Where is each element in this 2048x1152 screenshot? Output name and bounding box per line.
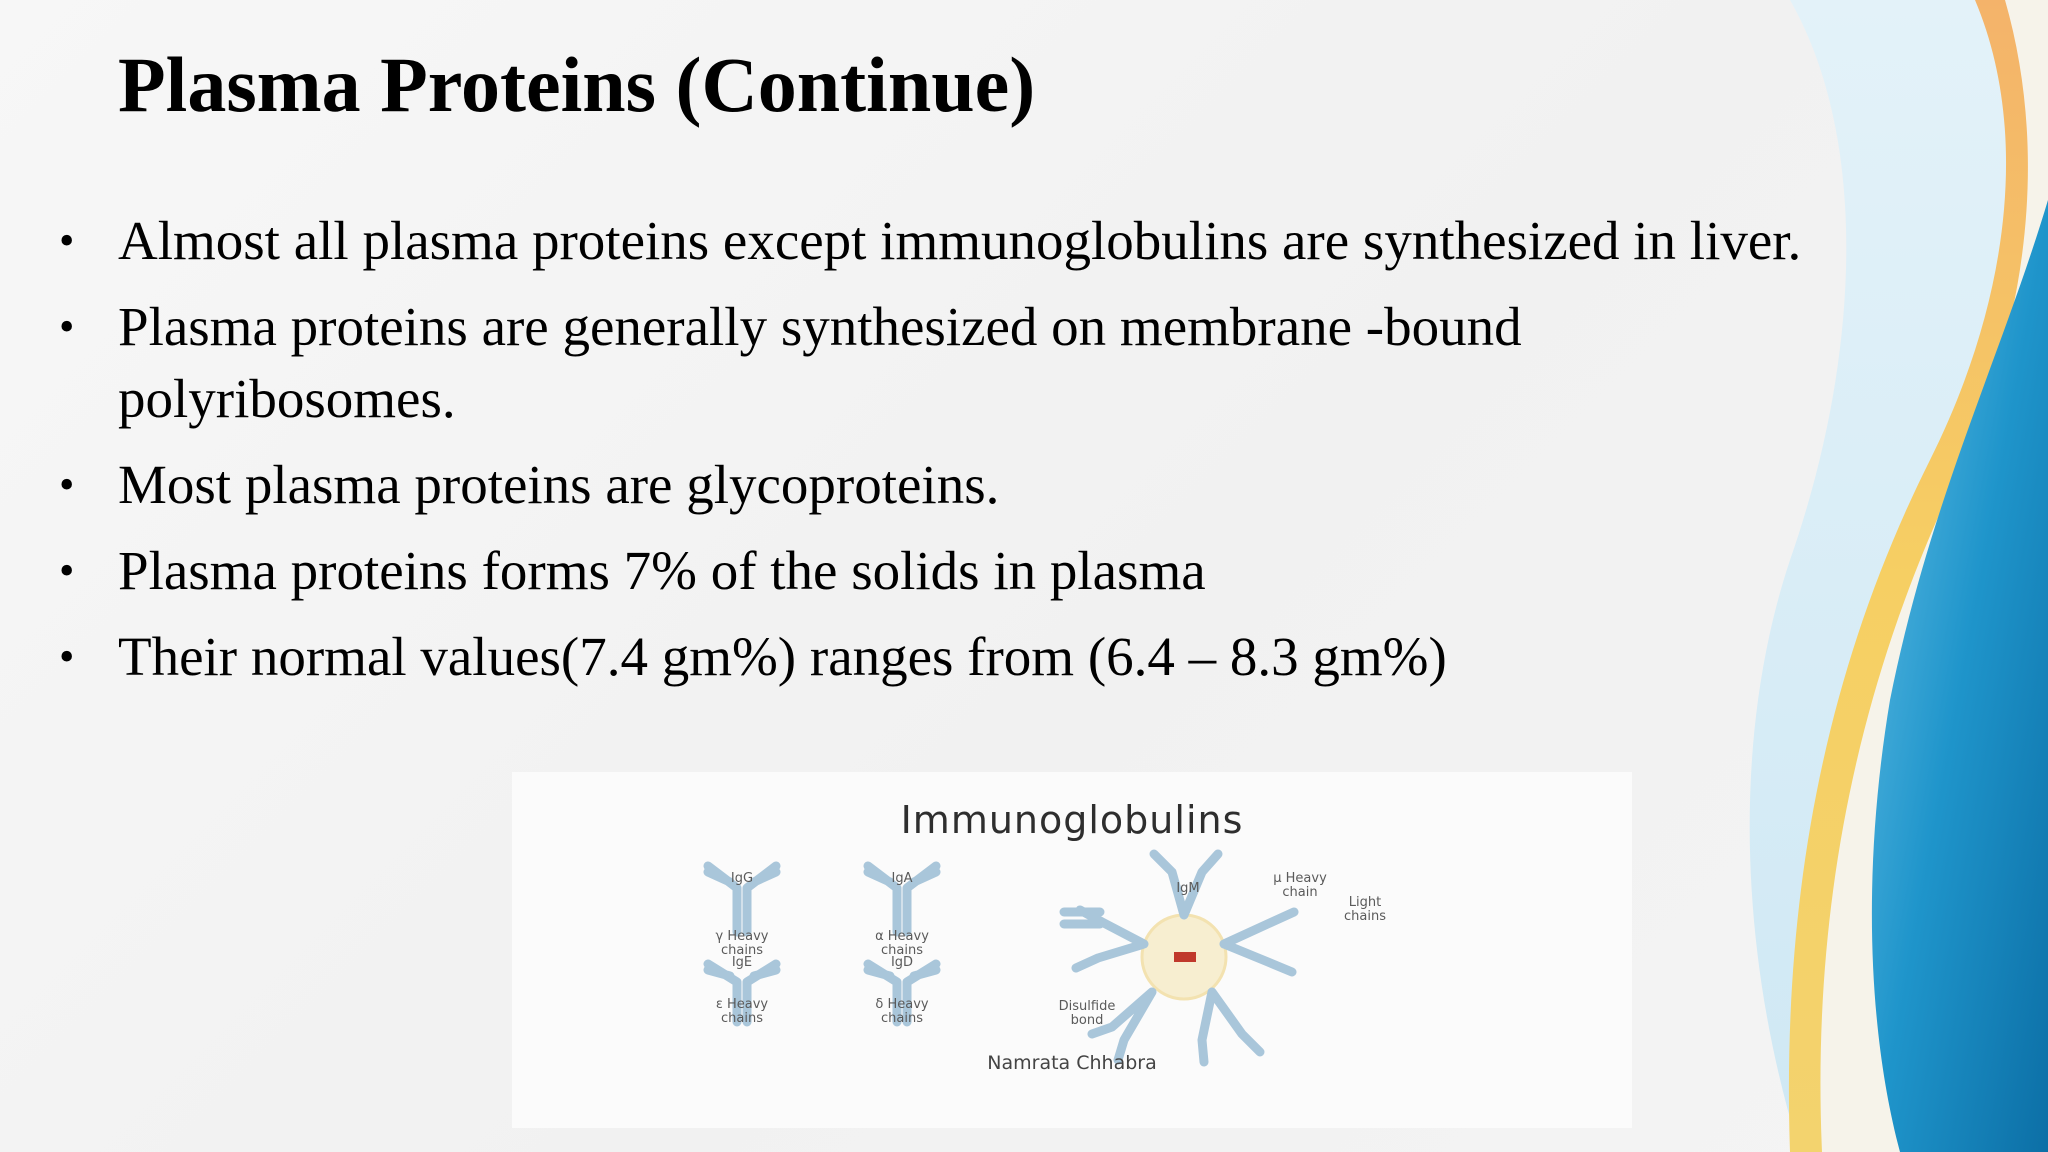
bullet-dot: •	[59, 460, 75, 509]
slide-title: Plasma Proteins (Continue)	[118, 41, 1036, 128]
bullet-dot: •	[59, 546, 75, 595]
gamma-heavy-label: γ Heavy chains	[715, 929, 769, 958]
bullet-item	[56, 291, 1816, 435]
ige-label: IgE	[731, 955, 753, 970]
igm-label: IgM	[1176, 881, 1200, 896]
bullet-text: Plasma proteins forms 7% of the solids in plasma	[118, 540, 1206, 601]
bullet-text: Most plasma proteins are glycoproteins.	[118, 454, 1000, 515]
bullet-dot: •	[59, 632, 75, 681]
igg-label: IgG	[730, 871, 754, 886]
bullet-item	[56, 205, 1816, 277]
bullet-dot: •	[59, 302, 75, 351]
j-chain	[1174, 952, 1196, 962]
alpha-heavy-label: α Heavy chains	[875, 929, 929, 958]
epsilon-heavy-label: ε Heavy chains	[715, 997, 769, 1026]
bullet-item	[56, 449, 1816, 521]
bullet-text: Almost all plasma proteins except immunoglobulins are synthesized in liver.	[118, 210, 1802, 271]
igd-label: IgD	[890, 955, 914, 970]
disulfide-bond-label: Disulfide bond	[1058, 999, 1116, 1028]
bullet-item	[56, 621, 1816, 693]
bullet-text: Their normal values(7.4 gm%) ranges from (6.4 – 8.3 gm%)	[118, 626, 1447, 687]
bullet-dot: •	[59, 216, 75, 265]
bullet-text: Plasma proteins are generally synthesized on membrane -bound polyribosomes.	[118, 296, 1522, 429]
light-chains-label: Light chains	[1344, 895, 1386, 924]
mu-heavy-label: μ Heavy chain	[1273, 871, 1327, 900]
delta-heavy-label: δ Heavy chains	[875, 997, 929, 1026]
figure-credit: Namrata Chhabra	[987, 1052, 1157, 1074]
iga-label: IgA	[891, 871, 913, 886]
bullet-item	[56, 535, 1816, 607]
figure-title: Immunoglobulins	[900, 798, 1244, 842]
immunoglobulins-figure	[512, 772, 1632, 1128]
bullet-list	[56, 205, 1816, 707]
